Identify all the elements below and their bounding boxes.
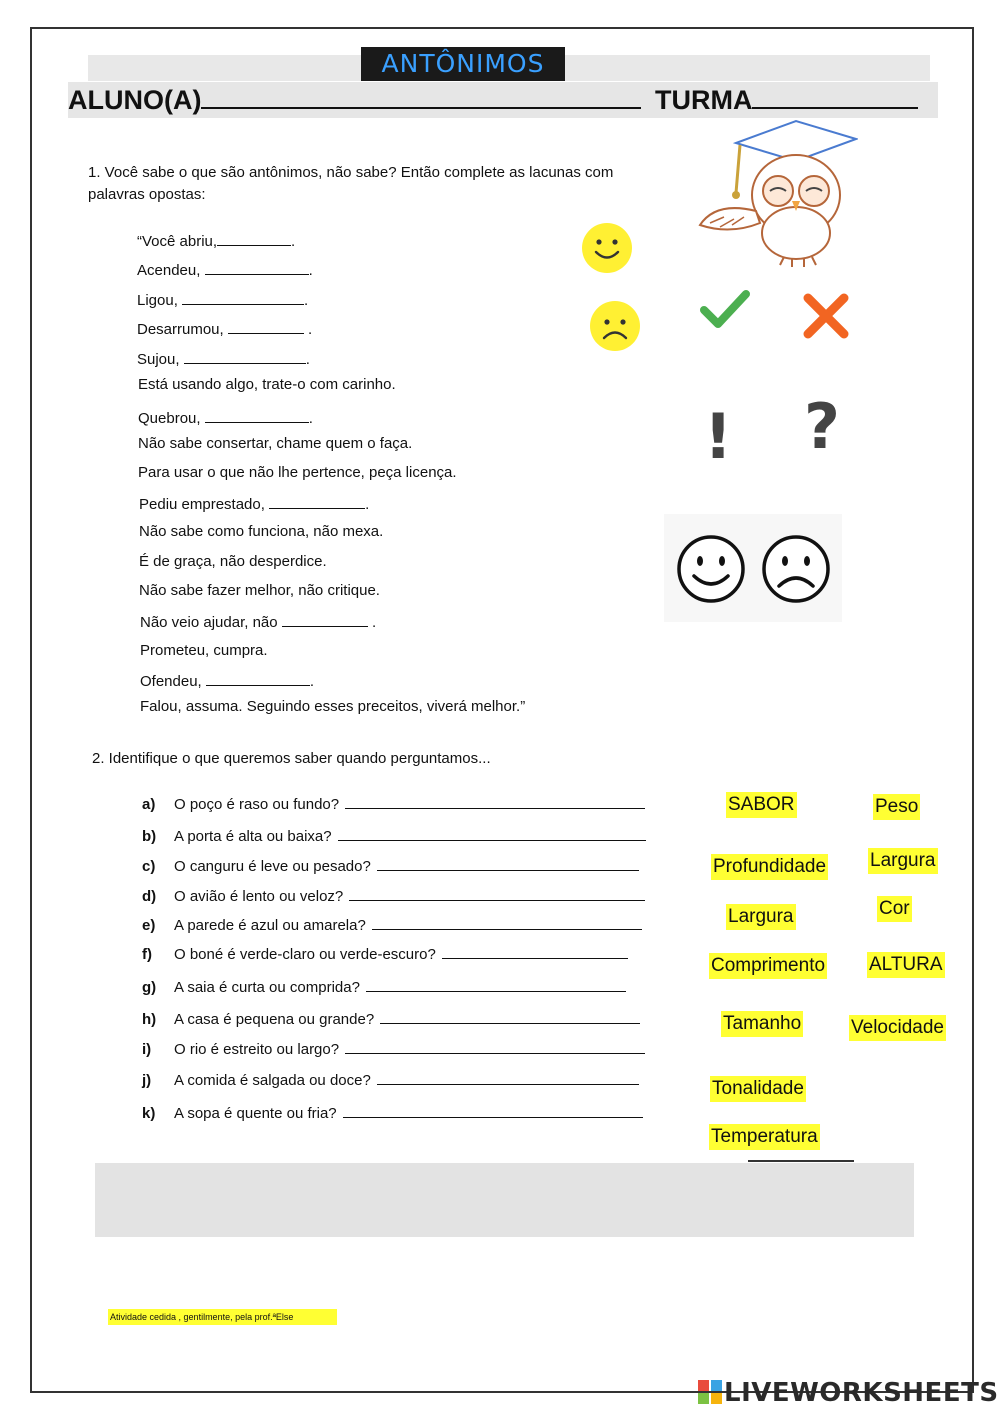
q2-question-text: A comida é salgada ou doce?	[174, 1072, 371, 1089]
q1-blank-7[interactable]	[205, 408, 309, 423]
q2-answer-d[interactable]	[349, 887, 645, 901]
word-chip-comprimento[interactable]: Comprimento	[709, 953, 827, 979]
q1-line-end: .	[309, 673, 315, 690]
q1-line-end: .	[371, 614, 377, 631]
word-chip-cor[interactable]: Cor	[877, 896, 912, 922]
smiley-outline-icon[interactable]	[676, 534, 746, 604]
q1-line-4	[137, 319, 312, 338]
answer-area-box	[95, 1163, 914, 1237]
word-chip-sabor[interactable]: SABOR	[726, 792, 797, 818]
q1-line-text: Não veio ajudar, não	[140, 614, 278, 631]
q1-line-8: Não sabe consertar, chame quem o faça.	[138, 435, 413, 452]
student-info-line	[68, 84, 918, 116]
q2-item-h	[142, 1010, 640, 1028]
q2-question-text: O boné é verde-claro ou verde-escuro?	[174, 946, 436, 963]
q1-line-end: .	[305, 351, 310, 368]
sad-yellow-icon[interactable]	[589, 300, 641, 352]
logo-prefix: LIVE	[724, 1378, 791, 1408]
class-label: TURMA	[655, 85, 753, 115]
q2-question-text: A sopa é quente ou fria?	[174, 1105, 337, 1122]
q2-answer-g[interactable]	[366, 978, 626, 992]
q2-answer-e[interactable]	[372, 916, 642, 930]
word-chip-altura[interactable]: ALTURA	[867, 952, 945, 978]
q1-blank-14[interactable]	[282, 612, 368, 627]
q1-blank-5[interactable]	[184, 349, 306, 364]
q1-line-end: .	[308, 410, 313, 427]
word-chip-velocidade[interactable]: Velocidade	[849, 1015, 946, 1041]
q2-item-c	[142, 857, 639, 875]
word-chip-profundidade[interactable]: Profundidade	[711, 854, 828, 880]
q1-line-11: Não sabe como funciona, não mexa.	[139, 523, 384, 540]
q2-question-text: O rio é estreito ou largo?	[174, 1041, 340, 1058]
q2-item-d	[142, 887, 645, 905]
q2-item-i	[142, 1040, 645, 1058]
q2-question-text: A casa é pequena ou grande?	[174, 1011, 375, 1028]
q2-question-text: A saia é curta ou comprida?	[174, 979, 360, 996]
q2-answer-k[interactable]	[343, 1104, 643, 1118]
q1-line-7	[138, 408, 313, 427]
divider-line	[748, 1160, 854, 1162]
q2-item-b	[142, 827, 646, 845]
q1-line-3	[137, 290, 308, 309]
word-chip-tamanho[interactable]: Tamanho	[721, 1011, 803, 1037]
credit-note: Atividade cedida , gentilmente, pela prof.ªElse	[108, 1309, 337, 1325]
word-chip-temperatura[interactable]: Temperatura	[709, 1124, 820, 1150]
liveworksheets-mark-icon	[698, 1380, 722, 1404]
q1-line-text: Ligou,	[137, 292, 178, 309]
q1-line-5	[137, 349, 310, 368]
q1-line-text: Ofendeu,	[140, 673, 202, 690]
q1-line-text: Sujou,	[137, 351, 180, 368]
q2-question-text: A parede é azul ou amarela?	[174, 917, 366, 934]
q1-line-9: Para usar o que não lhe pertence, peça licença.	[138, 464, 457, 481]
q2-letter: k)	[142, 1105, 156, 1122]
q2-answer-h[interactable]	[380, 1010, 640, 1024]
q1-line-12: É de graça, não desperdice.	[139, 553, 327, 570]
q1-blank-3[interactable]	[182, 290, 304, 305]
q2-letter: i)	[142, 1041, 152, 1058]
q1-line-1	[137, 231, 295, 250]
q1-line-text: Acendeu,	[137, 262, 201, 279]
q2-letter: f)	[142, 946, 152, 963]
page-title: ANTÔNIMOS	[361, 47, 565, 81]
q2-letter: c)	[142, 858, 156, 875]
q2-question-text: O avião é lento ou veloz?	[174, 888, 344, 905]
q1-line-13: Não sabe fazer melhor, não critique.	[139, 582, 380, 599]
q2-answer-a[interactable]	[345, 795, 645, 809]
student-name-field[interactable]	[201, 85, 641, 109]
q2-letter: b)	[142, 828, 157, 845]
q1-line-end: .	[308, 262, 313, 279]
q2-letter: g)	[142, 979, 157, 996]
q2-answer-b[interactable]	[338, 827, 646, 841]
q1-line-end: .	[291, 233, 296, 250]
liveworksheets-logo	[698, 1378, 999, 1408]
q2-item-k	[142, 1104, 643, 1122]
smiley-yellow-icon[interactable]	[581, 222, 633, 274]
word-chip-largura[interactable]: Largura	[868, 848, 938, 874]
checkmark-icon[interactable]	[698, 288, 752, 330]
q1-line-end: .	[308, 321, 313, 338]
q2-letter: d)	[142, 888, 157, 905]
q2-letter: e)	[142, 917, 156, 934]
q1-line-end: .	[365, 496, 370, 513]
question-mark[interactable]: ?	[804, 390, 840, 463]
q2-answer-j[interactable]	[377, 1071, 639, 1085]
q2-question-text: O canguru é leve ou pesado?	[174, 858, 371, 875]
q2-letter: j)	[142, 1072, 152, 1089]
q2-item-e	[142, 916, 642, 934]
word-chip-tonalidade[interactable]: Tonalidade	[710, 1076, 806, 1102]
q2-question-text: O poço é raso ou fundo?	[174, 796, 340, 813]
cross-icon[interactable]	[800, 290, 852, 342]
q1-line-17: Falou, assuma. Seguindo esses preceitos, viverá melhor.”	[140, 698, 526, 715]
exclamation-mark[interactable]: !	[704, 400, 733, 473]
q2-item-j	[142, 1071, 639, 1089]
q1-line-10	[139, 494, 369, 513]
q2-item-a	[142, 795, 645, 813]
q1-line-16	[140, 671, 314, 690]
q1-line-text: “Você abriu,	[137, 233, 218, 250]
q2-letter: h)	[142, 1011, 157, 1028]
q1-line-text: Desarrumou,	[137, 321, 224, 338]
logo-suffix: WORKSHEETS	[790, 1378, 999, 1408]
q2-letter: a)	[142, 796, 156, 813]
q1-blank-10[interactable]	[269, 494, 365, 509]
q1-line-text: Quebrou,	[138, 410, 201, 427]
q2-answer-c[interactable]	[377, 857, 639, 871]
class-field[interactable]	[752, 85, 918, 109]
q1-line-6: Está usando algo, trate-o com carinho.	[138, 376, 396, 393]
q1-blank-1[interactable]	[217, 231, 291, 246]
sad-outline-icon[interactable]	[761, 534, 831, 604]
q2-question-text: A porta é alta ou baixa?	[174, 828, 332, 845]
q1-blank-2[interactable]	[205, 260, 309, 275]
student-name-label: ALUNO(A)	[68, 85, 202, 115]
q2-answer-f[interactable]	[442, 945, 628, 959]
q2-item-f	[142, 945, 628, 963]
q1-line-14	[140, 612, 376, 631]
question1-prompt: 1. Você sabe o que são antônimos, não sabe? Então complete as lacunas com palavras opostas:	[88, 164, 614, 203]
owl-graduate-icon	[696, 115, 858, 267]
word-chip-peso[interactable]: Peso	[873, 794, 920, 820]
q1-line-2	[137, 260, 313, 279]
q2-item-g	[142, 978, 626, 996]
q1-blank-16[interactable]	[206, 671, 310, 686]
q1-line-15: Prometeu, cumpra.	[140, 642, 268, 659]
question2-prompt: 2. Identifique o que queremos saber quando perguntamos...	[92, 750, 491, 767]
word-chip-largura-2[interactable]: Largura	[726, 904, 796, 930]
q1-line-end: .	[304, 292, 309, 309]
q1-line-text: Pediu emprestado,	[139, 496, 265, 513]
q2-answer-i[interactable]	[345, 1040, 645, 1054]
q1-blank-4[interactable]	[228, 319, 304, 334]
